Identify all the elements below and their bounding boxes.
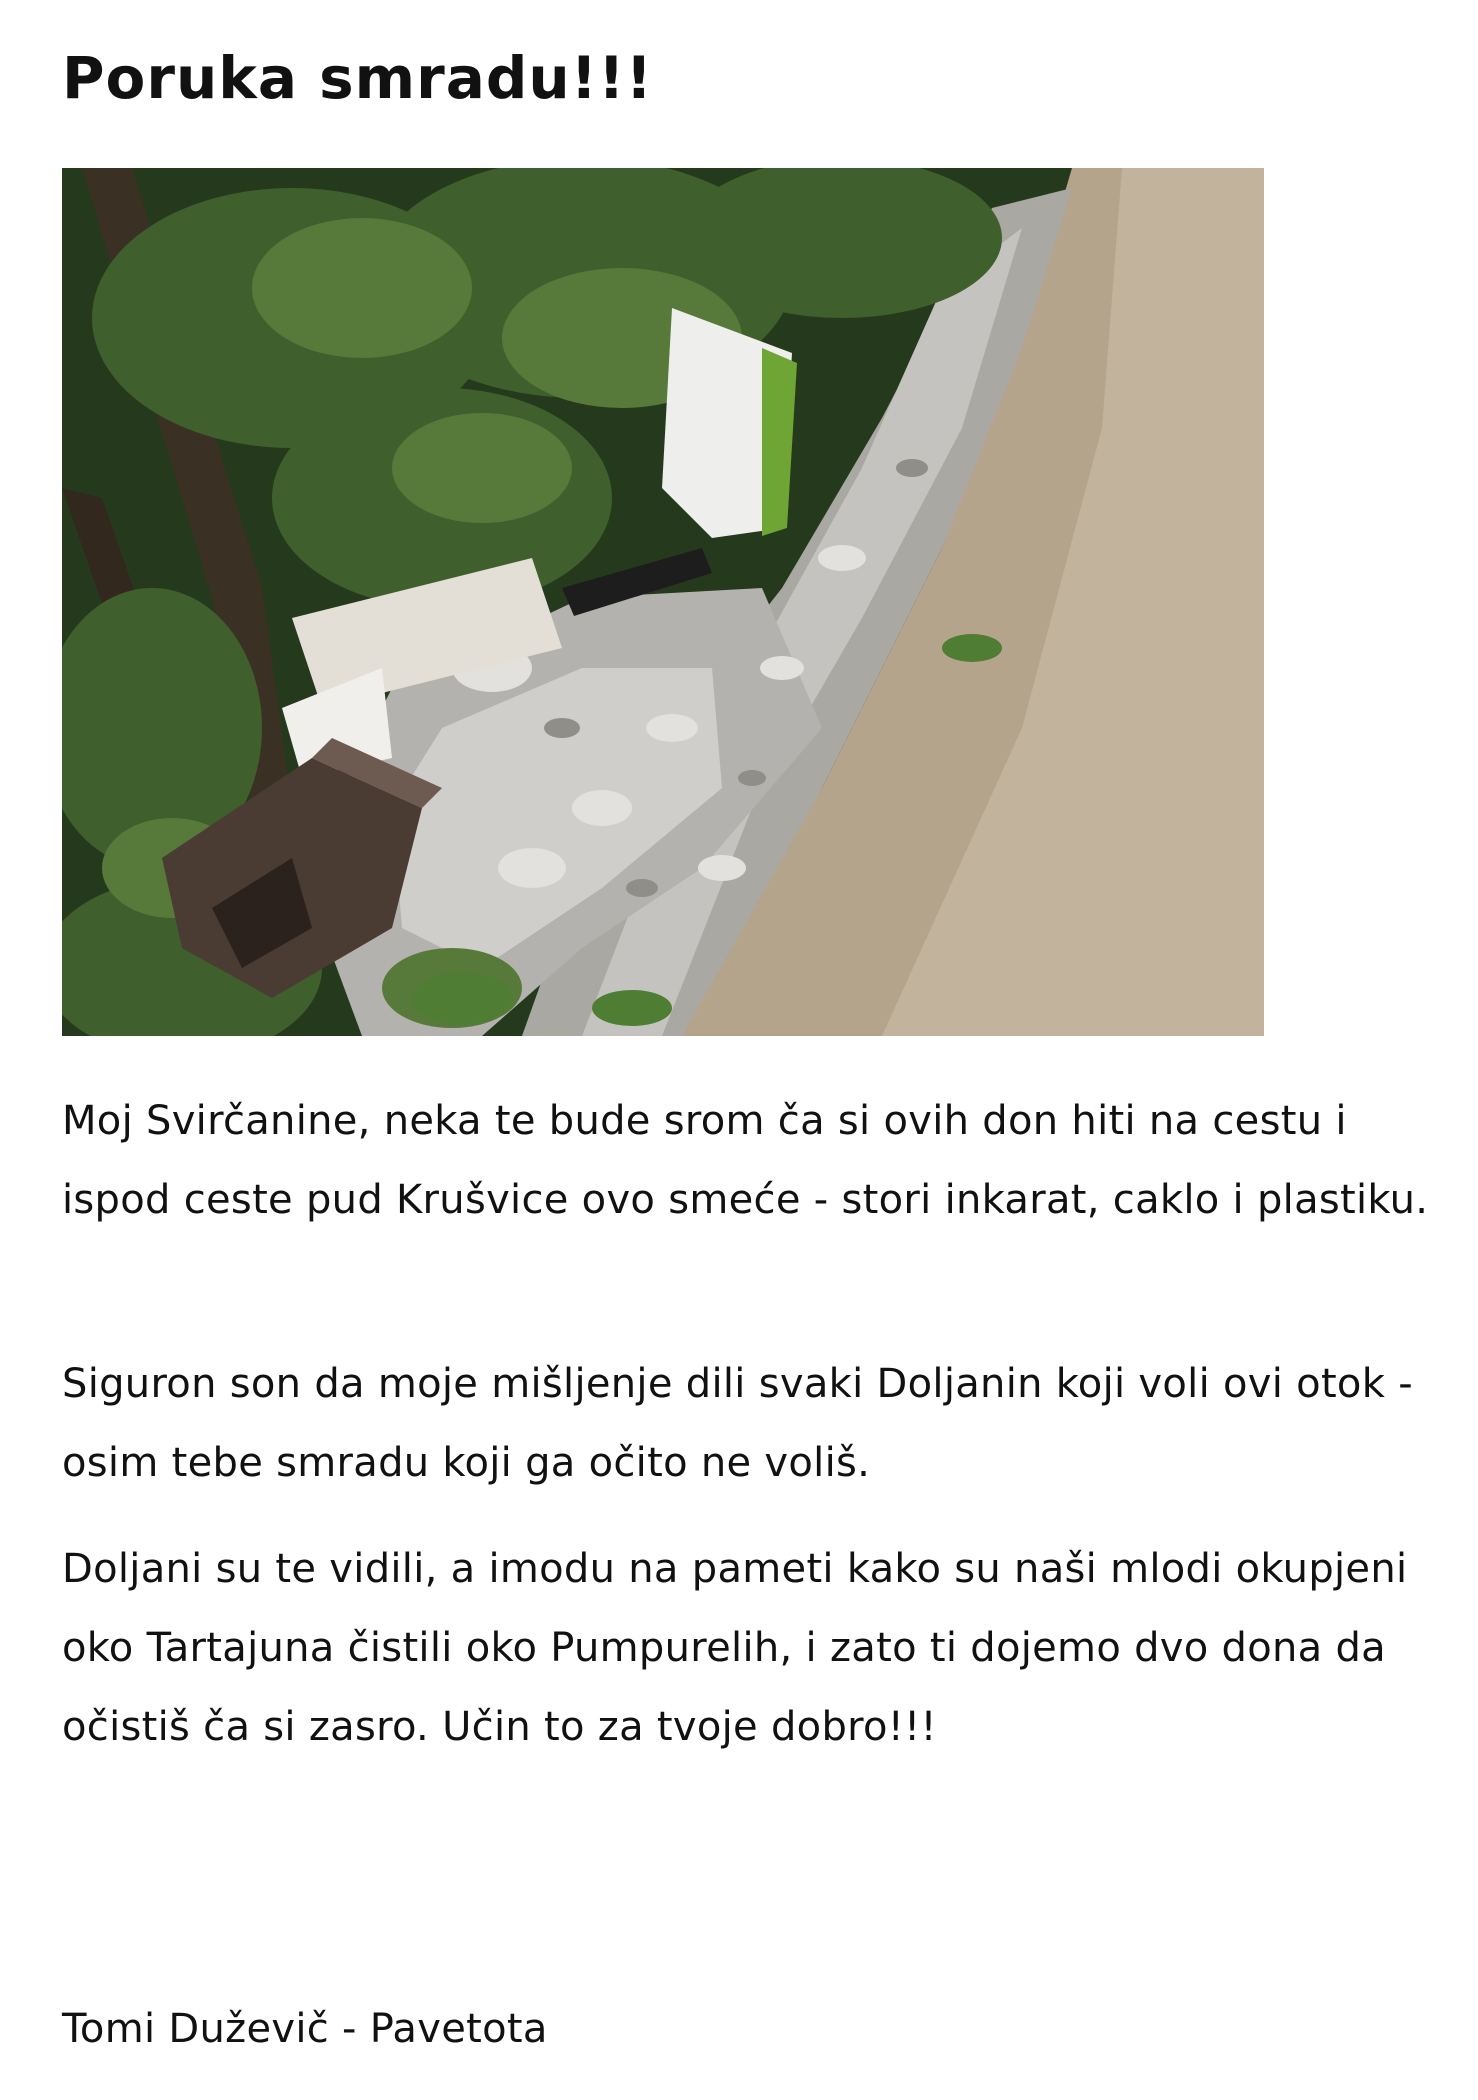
signature: Tomi Duževič - Pavetota bbox=[62, 2006, 548, 2052]
paragraph-1: Moj Svirčanine, neka te bude srom ča si ovih don hiti na cestu i ispod ceste pud Krušvice ovo smeće - stori inkarat, caklo i plastiku. bbox=[62, 1098, 1429, 1223]
paragraph-3: Doljani su te vidili, a imodu na pameti kako su naši mlodi okupjeni oko Tartajuna čistili oko Pumpurelih, i zato ti dojemo dvo dona da očistiš ča si zasro. Učin to za tvoje dobro!!! bbox=[62, 1546, 1408, 1750]
paragraph-2: Siguron son da moje mišljenje dili svaki Doljanin koji voli ovi otok - osim tebe smradu koji ga očito ne voliš. bbox=[62, 1361, 1413, 1486]
page-title: Poruka smradu!!! bbox=[62, 44, 654, 112]
roadside-dump-photo bbox=[62, 168, 1264, 1036]
